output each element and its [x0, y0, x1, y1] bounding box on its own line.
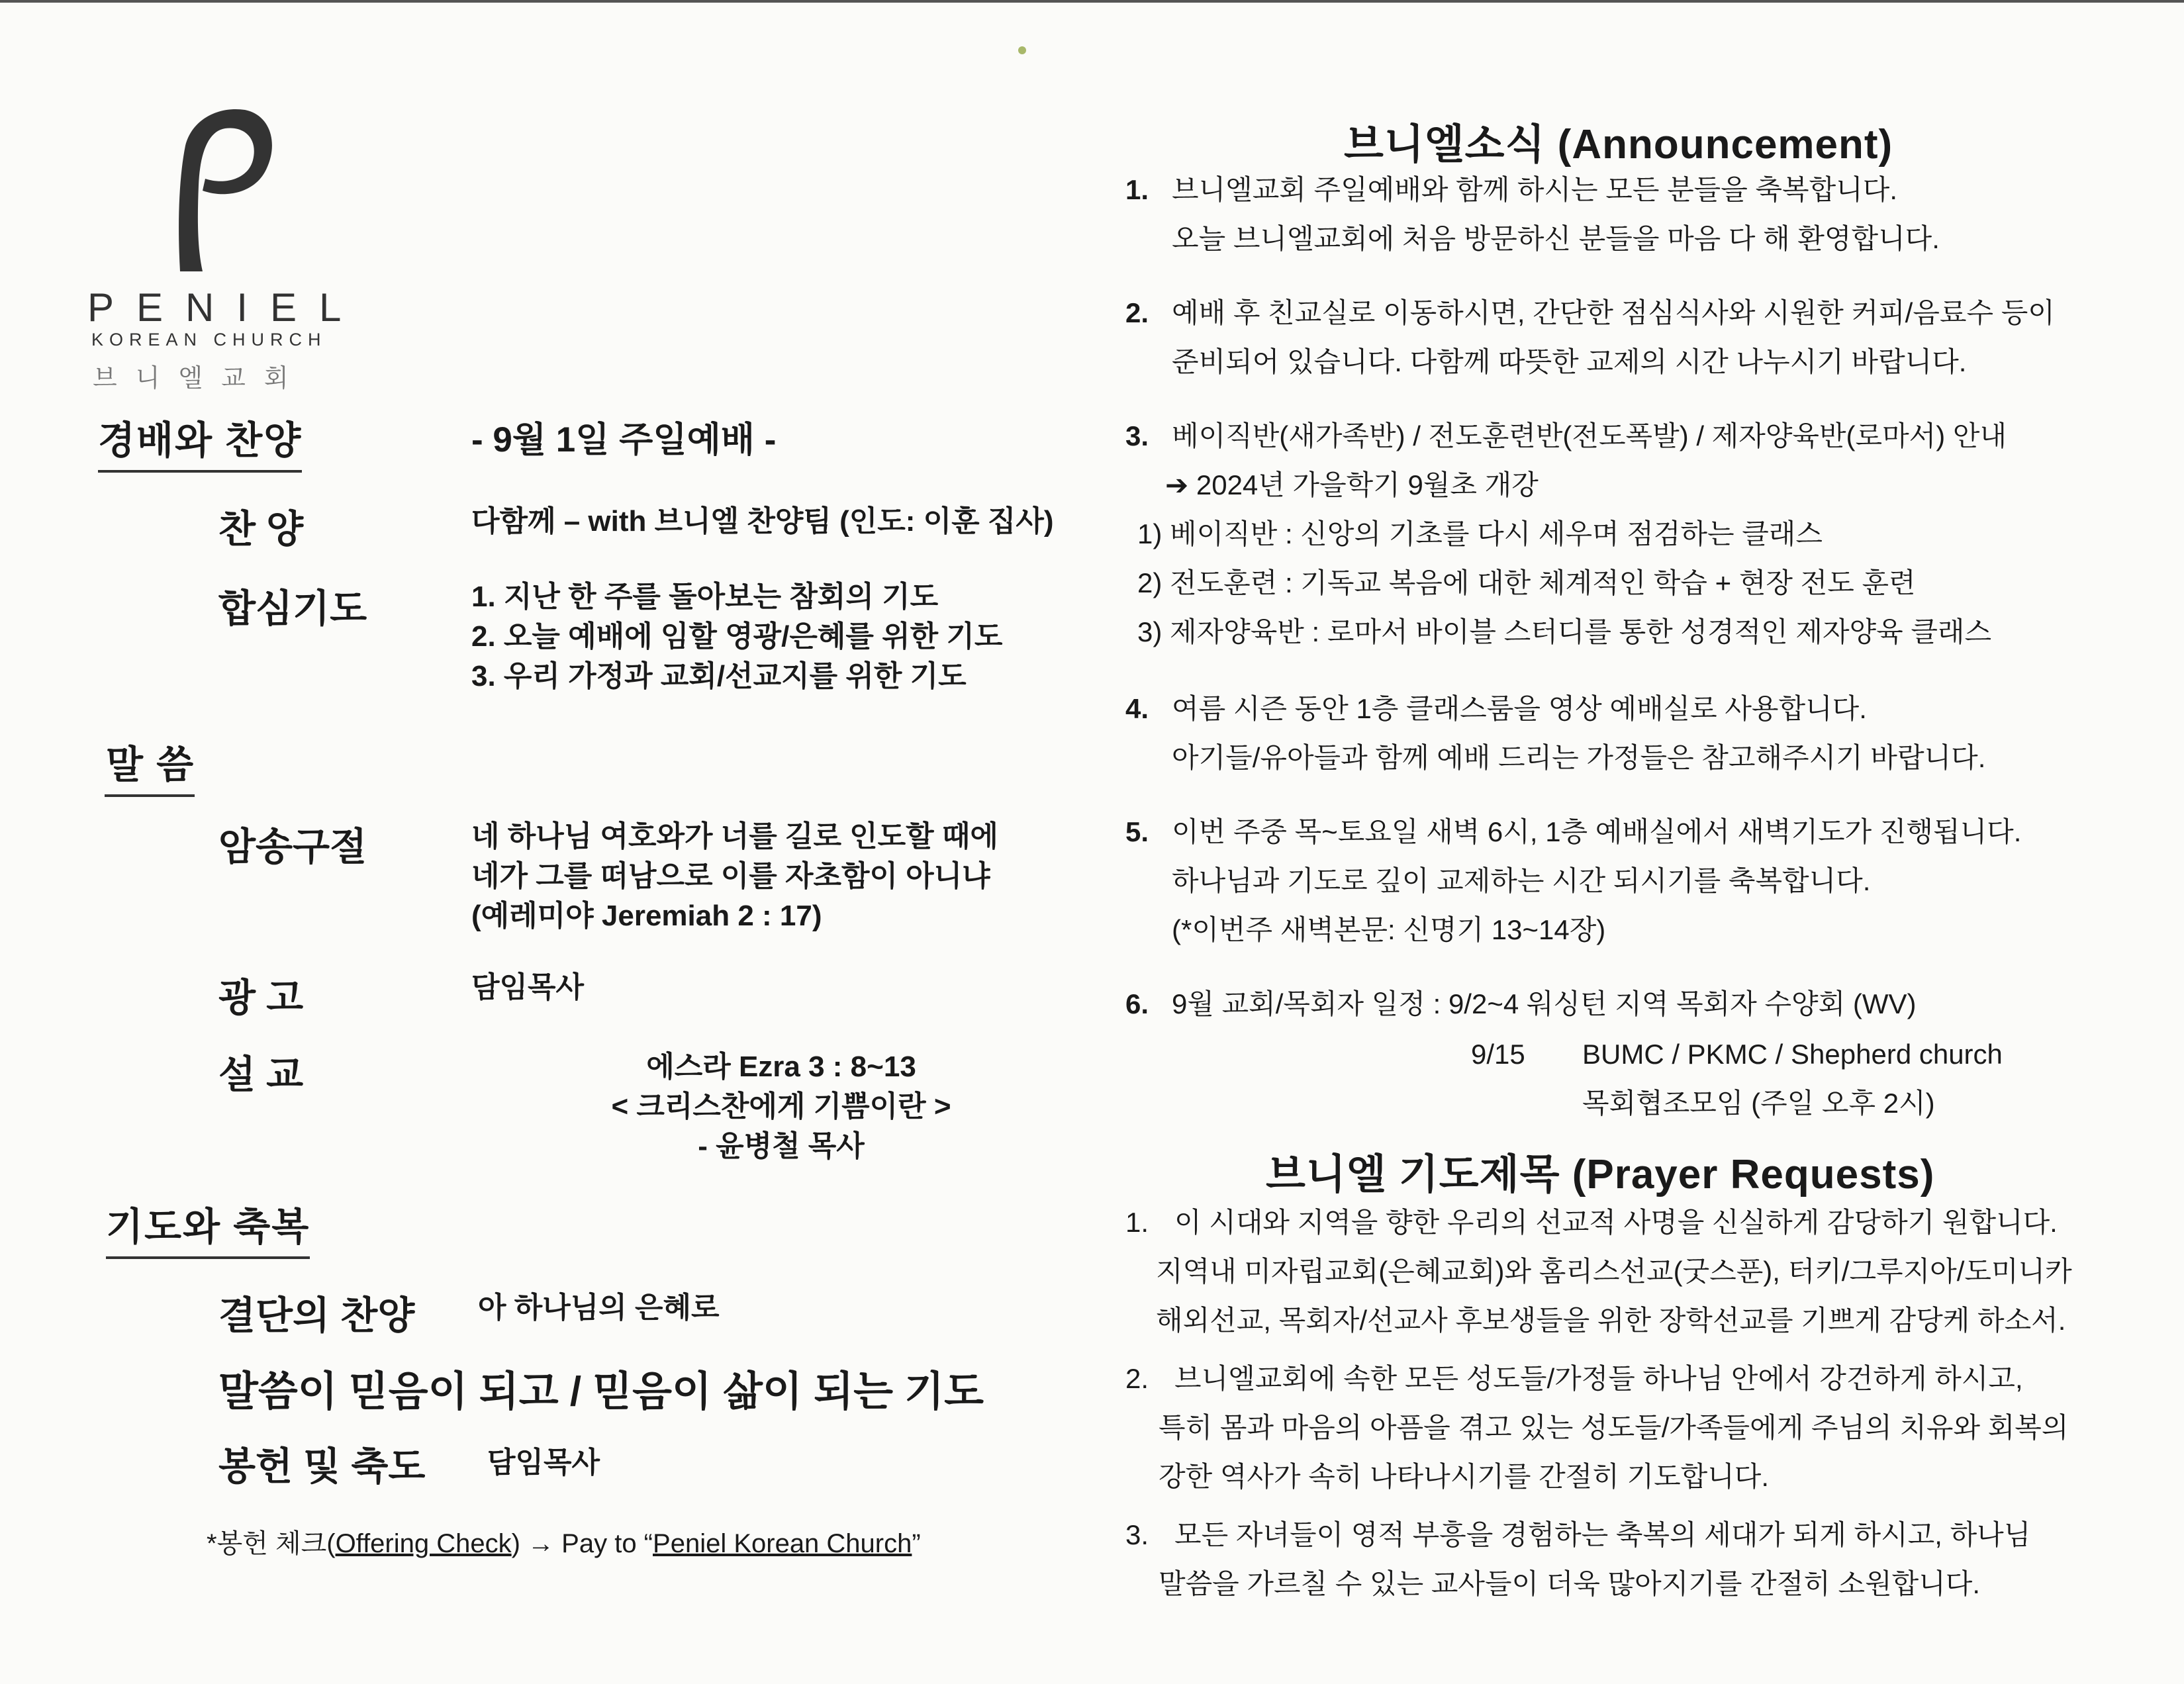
schedule-details [1582, 1030, 2003, 1128]
class-info: 1) 베이직반 : 신앙의 기초를 다시 세우며 점검하는 클래스 [1137, 518, 1823, 549]
ads-value: 담임목사 [471, 971, 585, 1004]
prayer-request-line: 해외선교, 목회자/선교사 후보생들을 위한 장학선교를 기쁘게 감당케 하소서. [1156, 1305, 2066, 1336]
sermon-info [556, 1047, 1006, 1166]
announcement-item [1125, 165, 1940, 263]
prayer-request-line: 모든 자녀들이 영적 부흥을 경험하는 축복의 세대가 되게 하시고, 하나님 [1174, 1519, 2031, 1550]
blessing-heading [106, 1195, 310, 1259]
schedule-line: 목회협조모임 (주일 오후 2시) [1582, 1088, 1935, 1119]
announcement-line: 여름 시즌 동안 1층 클래스룸을 영상 예배실로 사용합니다. [1172, 693, 1867, 724]
brand-name-ko: 브니엘교회 [93, 365, 307, 393]
praise-label: 찬 양 [218, 508, 304, 551]
service-title: - 9월 1일 주일예배 - [471, 420, 777, 459]
ads-label: 광 고 [218, 976, 304, 1019]
blessing-heading-underline [106, 1256, 310, 1259]
blessing-heading-text: 기도와 축복 [106, 1205, 310, 1248]
brand-subtitle-en: KOREAN CHURCH [91, 330, 327, 350]
prayer-request-line: 지역내 미자립교회(은혜교회)와 홈리스선교(굿스푼), 터키/그루지아/도미니카 [1156, 1256, 2072, 1287]
announcement-number: 4. [1125, 693, 1149, 724]
memory-verse-line: 네 하나님 여호와가 너를 길로 인도할 때에 [471, 820, 998, 853]
announcement-item [1125, 289, 2055, 387]
faith-prayer: 말씀이 믿음이 되고 / 믿음이 삶이 되는 기도 [218, 1369, 984, 1415]
announcement-line: 브니엘교회 주일예배와 함께 하시는 모든 분들을 축복합니다. [1172, 174, 1897, 205]
peniel-logo-icon [139, 106, 285, 271]
announcement-item [1125, 684, 1985, 782]
schedule-date: 9/15 [1471, 1039, 1525, 1070]
prayer-list [471, 577, 1002, 696]
worship-heading-underline [98, 470, 302, 473]
response-hymn-value: 아 하나님의 은혜로 [478, 1291, 720, 1324]
prayer-request-number: 1. [1125, 1207, 1149, 1238]
word-heading-underline [105, 794, 195, 797]
prayer-request-line: 말씀을 가르칠 수 있는 교사들이 더욱 많아지기를 간절히 소원합니다. [1159, 1568, 1981, 1599]
sermon-title: < 크리스찬에게 기쁨이란 > [611, 1090, 951, 1123]
class-info: 3) 제자양육반 : 로마서 바이블 스터디를 통한 성경적인 제자양육 클래스 [1137, 616, 1992, 647]
offering-note-mid: ) → Pay to “ [511, 1529, 653, 1558]
offering-value: 담임목사 [487, 1446, 600, 1479]
announcement-item [1125, 808, 2021, 955]
prayer-request-item [1125, 1354, 2068, 1501]
sermon-passage: 에스라 Ezra 3 : 8~13 [646, 1051, 916, 1083]
offering-note [207, 1522, 921, 1560]
announcement-number: 2. [1125, 297, 1149, 328]
offering-note-check: Offering Check [335, 1529, 512, 1558]
prayer-request-item [1125, 1198, 2072, 1345]
announcement-number: 5. [1125, 816, 1149, 847]
worship-heading-text: 경배와 찬양 [98, 419, 303, 462]
schedule-line: BUMC / PKMC / Shepherd church [1582, 1039, 2003, 1070]
announcement-line: 베이직반(새가족반) / 전도훈련반(전도폭발) / 제자양육반(로마서) 안내 [1172, 420, 2007, 451]
memory-verse-label: 암송구절 [218, 825, 367, 868]
announcement-line: 이번 주중 목~토요일 새벽 6시, 1층 예배실에서 새벽기도가 진행됩니다. [1172, 816, 2022, 847]
announcement-heading: 브니엘소식 (Announcement) [1344, 122, 1893, 167]
announcement-line: 준비되어 있습니다. 다함께 따뜻한 교제의 시간 나누시기 바랍니다. [1172, 346, 1967, 377]
announcement-number: 6. [1125, 988, 1149, 1019]
praise-value: 다함께 – with 브니엘 찬양팀 (인도: 이훈 집사) [471, 505, 1054, 538]
sermon-preacher: - 윤병철 목사 [698, 1130, 865, 1162]
word-heading-text: 말 씀 [106, 743, 195, 786]
prayer-item: 2. 오늘 예배에 임할 영광/은혜를 위한 기도 [471, 620, 1003, 653]
announcement-number: 3. [1125, 420, 1149, 451]
prayer-item: 1. 지난 한 주를 돌아보는 참회의 기도 [471, 581, 939, 613]
worship-heading [98, 409, 302, 473]
prayer-requests-heading: 브니엘 기도제목 (Prayer Requests) [1266, 1152, 1935, 1197]
prayer-request-item [1125, 1511, 2030, 1609]
offering-note-prefix: *봉헌 체크( [207, 1529, 336, 1558]
announcement-line: (*이번주 새벽본문: 신명기 13~14장) [1172, 914, 1606, 945]
top-border [0, 0, 2184, 3]
response-hymn-label: 결단의 찬양 [218, 1294, 415, 1337]
prayer-request-number: 2. [1125, 1363, 1149, 1394]
prayer-request-line: 브니엘교회에 속한 모든 성도들/가정들 하나님 안에서 강건하게 하시고, [1174, 1363, 2023, 1394]
announcement-line: 아기들/유아들과 함께 예배 드리는 가정들은 참고해주시기 바랍니다. [1172, 742, 1986, 773]
prayer-request-line: 특히 몸과 마음의 아픔을 겪고 있는 성도들/가족들에게 주님의 치유와 회복의 [1159, 1412, 2069, 1443]
prayer-request-line: 이 시대와 지역을 향한 우리의 선교적 사명을 신실하게 감당하기 원합니다. [1174, 1207, 2058, 1238]
announcement-line: 9월 교회/목회자 일정 : 9/2~4 워싱턴 지역 목회자 수양회 (WV) [1172, 988, 1917, 1019]
memory-verse-line: 네가 그를 떠남으로 이를 자초함이 아니냐 [471, 860, 990, 892]
announcement-number: 1. [1125, 174, 1149, 205]
announcement-item [1125, 412, 2007, 657]
offering-note-suffix: ” [912, 1529, 921, 1558]
announcement-line: 하나님과 기도로 깊이 교제하는 시간 되시기를 축복합니다. [1172, 865, 1871, 896]
offering-note-payee: Peniel Korean Church [653, 1529, 912, 1558]
announcement-line: ➔ 2024년 가을학기 9월초 개강 [1165, 469, 1539, 500]
announcement-item [1125, 980, 1917, 1029]
prayer-request-number: 3. [1125, 1519, 1149, 1550]
prayer-item: 3. 우리 가정과 교회/선교지를 위한 기도 [471, 660, 967, 692]
sermon-label: 설 교 [218, 1053, 304, 1096]
word-heading [106, 733, 195, 797]
memory-verse [471, 817, 998, 936]
prayer-label: 합심기도 [218, 587, 367, 630]
class-info: 2) 전도훈련 : 기독교 복음에 대한 체계적인 학습 + 현장 전도 훈련 [1137, 567, 1916, 598]
scan-speck [1018, 46, 1026, 54]
announcement-line: 오늘 브니엘교회에 처음 방문하신 분들을 마음 다 해 환영합니다. [1172, 223, 1940, 254]
offering-label: 봉헌 및 축도 [218, 1445, 426, 1488]
announcement-line: 예배 후 친교실로 이동하시면, 간단한 점심식사와 시원한 커피/음료수 등이 [1172, 297, 2055, 328]
brand-name-en: PENIEL [87, 285, 364, 330]
prayer-request-line: 강한 역사가 속히 나타나시기를 간절히 기도합니다. [1159, 1461, 1770, 1492]
memory-verse-line: (예레미야 Jeremiah 2 : 17) [471, 900, 822, 932]
